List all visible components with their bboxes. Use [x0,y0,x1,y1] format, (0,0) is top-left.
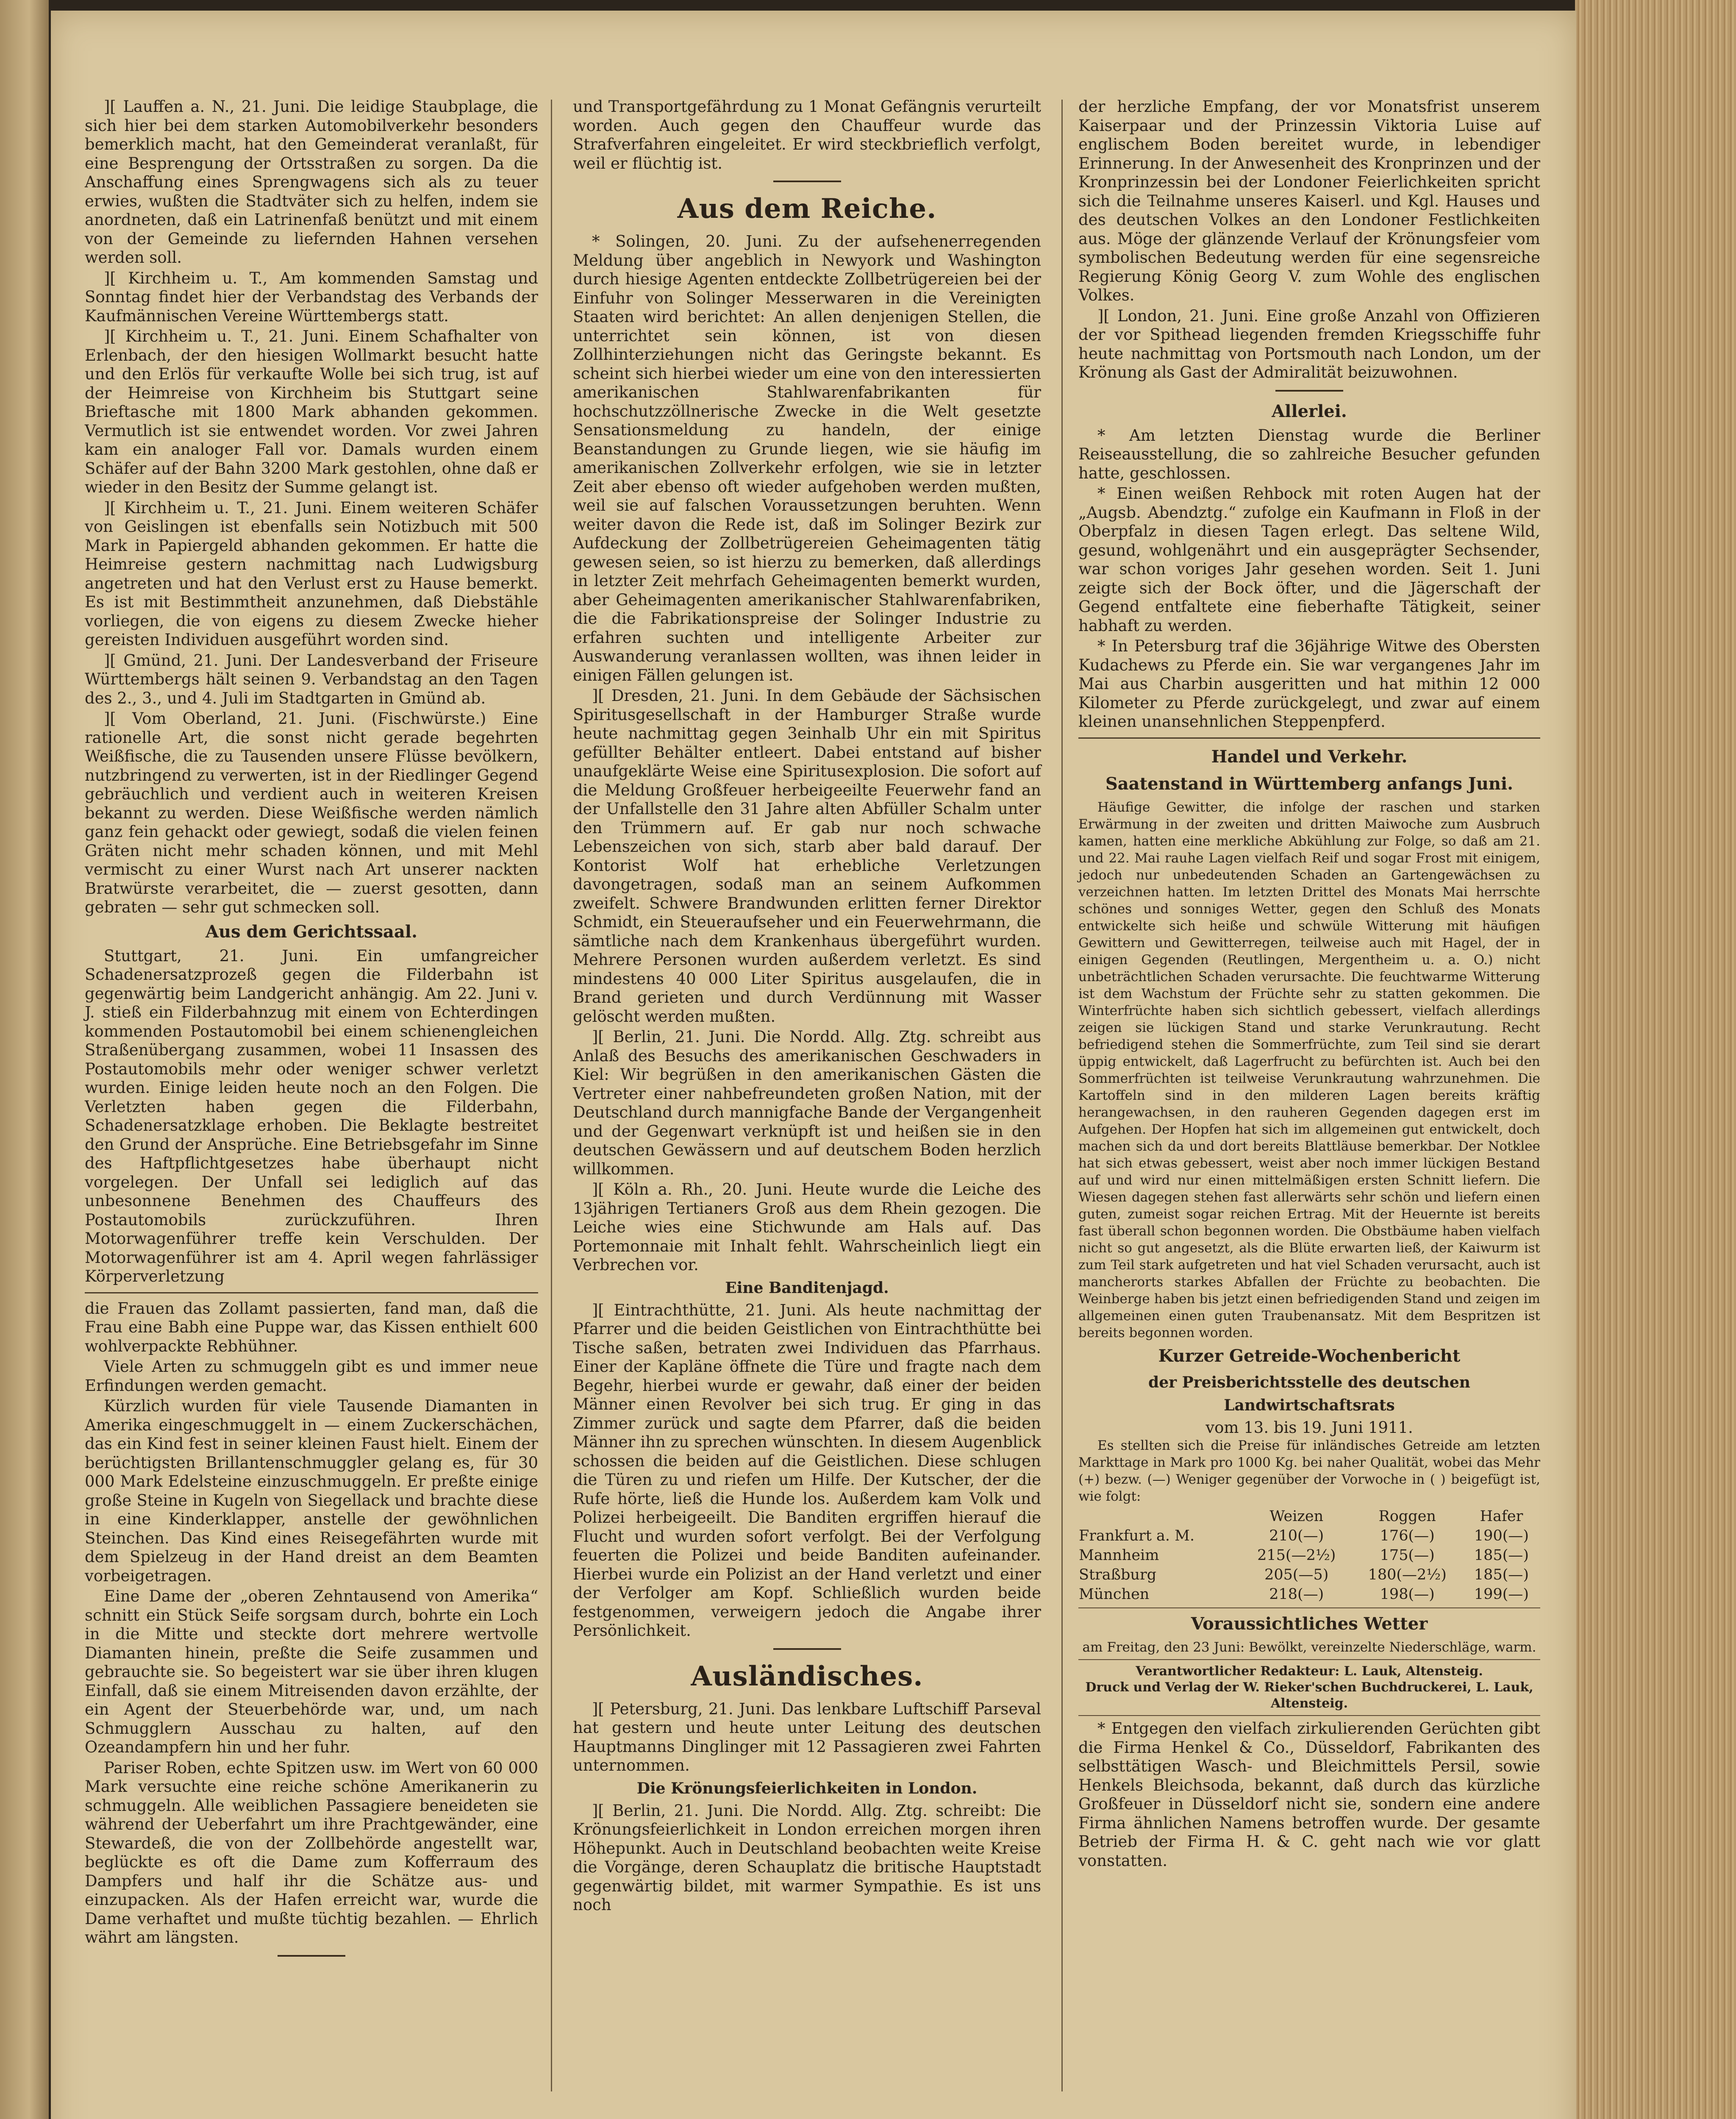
city-cell: Mannheim [1079,1547,1159,1564]
article-continued: und Transportgefährdung zu 1 Monat Gefängnis verurteilt worden. Auch gegen den Chauffeur wurde das Strafverfahren eingeleitet. Er wird steckbrieflich verfolgt, weil er flüchtig ist. [573,97,1041,172]
price-cell: 218(—) [1269,1586,1324,1603]
article-smuggling-1: die Frauen das Zollamt passierten, fand man, daß die Frau eine Babh eine Puppe war, das Kissen enthielt 600 wohlverpackte Rebhühner. [85,1299,538,1355]
heading-saatenstand: Saatenstand in Württemberg anfangs Juni. [1105,773,1514,794]
header-cell: Hafer [1480,1508,1523,1525]
price-cell: 185(—) [1474,1547,1529,1564]
article-henkel: * Entgegen den vielfach zirkulierenden Gerüchten gibt die Firma Henkel & Co., Düsseldorf, Fabrikanten des selbsttätigen Wasch- und Bleichmittels Persil, sowie Henkels Bleichsoda, bekannt, daß durch das kürzliche Großfeuer in Düsseldorf nicht sie, sondern eine andere Firma ähnlichen Namens betroffen wurde. Der gesamte Betrieb der Firma H. & C. geht nach wie vor glatt vonstatten. [1078,1719,1540,1870]
article-stuttgart: Stuttgart, 21. Juni. Ein umfangreicher Schadenersatzprozeß gegen die Filderbahn ist gegenwärtig beim Landgericht anhängig. Am 22. Juni v. J. stieß ein Filderbahnzug mit einem von Echterdingen kommenden Postautomobil bei einem schienengleichen Straßenübergang zusammen, wobei 11 Insassen des Postautomobils mehr oder weniger schwer verletzt wurden. Einige leiden heute noch an den Folgen. Die Verletzten haben gegen die Filderbahn, Schadenersatzklage erhoben. Die Beklagte bestreitet den Grund der Ansprüche. Eine Betriebsgefahr im Sinne des Haftpflichtgesetzes habe überhaupt nicht vorgelegen. Der Unfall sei lediglich auf das unbesonnene Benehmen des Chauffeurs des Postautomobils zurückzuführen. Ihren Motorwagenführer treffe kein Verschulden. Der Motorwagenführer ist am 4. April wegen fahrlässiger Körperverletzung [85,946,538,1285]
heading-wetter: Voraussichtliches Wetter [1191,1614,1428,1634]
city-cell: Frankfurt a. M. [1079,1527,1195,1544]
article-smuggling-2: Viele Arten zu schmuggeln gibt es und immer neue Erfindungen werden gemacht. [85,1357,538,1395]
divider-rule-2 [773,1648,841,1650]
table-row [1078,1526,1540,1546]
article-berlin-2: ][ Berlin, 21. Juni. Die Nordd. Allg. Ztg. schreibt: Die Krönungsfeierlichkeit in London erreichen morgen ihren Höhepunkt. Auch in Deutschland beobachten weite Kreise die Vorgänge, deren Schauplatz die britische Hauptstadt gegenwärtig bildet, mit warmer Sympathie. Es ist uns noch [573,1801,1041,1914]
section-heading-handel: Handel und Verkehr. [1211,746,1408,767]
imprint-publisher: Druck und Verlag der W. Rieker'schen Buchdruckerei, L. Lauk, Altensteig. [1085,1680,1533,1711]
article-rehbock: * Einen weißen Rehbock mit roten Augen hat der „Augsb. Abendztg.“ zufolge ein Kaufmann in Floß in der Oberpfalz in diesen Tagen erlegt. Das seltene Wild, gesund, wohlgenährt und ein ausgeprägter Sechsender, war schon voriges Jahr gesehen worden. Seit 1. Juni zeigte sich der Bock öfter, und die Jägerschaft der Gegend entfaltete eine fieberhafte Tätigkeit, seiner habhaft zu werden. [1078,484,1540,635]
article-berlin-1: ][ Berlin, 21. Juni. Die Nordd. Allg. Ztg. schreibt aus Anlaß des Besuchs des amerikanischen Geschwaders in Kiel: Wir begrüßen in den amerikanischen Gästen die Vertreter einer nahbefreundeten großen Nation, mit der Deutschland durch mannigfache Bande der Vergangenheit und der Gegenwart verknüpft ist und heißen sie in den deutschen Gewässern und auf deutschem Boden herzlich willkommen. [573,1028,1041,1178]
divider-rule-3 [1275,390,1343,392]
price-cell: 180(—2½) [1368,1566,1447,1583]
section-divider [85,1292,538,1293]
price-cell: 190(—) [1474,1527,1529,1544]
imprint-editor: Verantwortlicher Redakteur: L. Lauk, Altensteig. [1136,1664,1483,1679]
section-heading-auslaendisches: Ausländisches. [691,1660,923,1692]
header-cell [1078,1507,1241,1526]
city-cell: München [1079,1586,1150,1603]
column-1 [85,97,538,1964]
article-gmuend: ][ Gmünd, 21. Juni. Der Landesverband der Friseure Württembergs hält seinen 9. Verbandstag an den Tagen des 2., 3., und 4. Juli im Stadtgarten in Gmünd ab. [85,651,538,707]
column-3 [1078,97,1540,1872]
article-lauffen: ][ Lauffen a. N., 21. Juni. Die leidige Staubplage, die sich hier bei dem starken Automobilverkehr besonders bemerklich macht, hat den Gemeinderat veranlaßt, für eine Besprengung der Ortsstraßen zu sorgen. Da die Anschaffung eines Sprengwagens sich als zu teuer erwies, wußten die Stadtväter sich zu helfen, indem sie anordneten, daß ein Latrinenfaß benützt und mit einem von der Gemeinde zu liefernden Hahnen versehen werden soll. [85,97,538,267]
book-spine [0,0,49,2119]
article-petersburg-witwe: * In Petersburg traf die 36jährige Witwe des Obersten Kudachews zu Pferde ein. Sie war vergangenes Jahr im Mai aus Charbin ausgeritten und hat mithin 12 000 Kilometer zu Pferde zurückgelegt, und zwar auf einem kleinen unansehnlichen Steppenpferd. [1078,637,1540,731]
price-cell: 205(—5) [1264,1566,1329,1583]
divider-light [1078,1607,1540,1608]
article-petersburg: ][ Petersburg, 21. Juni. Das lenkbare Luftschiff Parseval hat gestern und heute unter Leitung des deutschen Hauptmanns Dinglinger mit 12 Passagieren zwei Fahrten unternommen. [573,1699,1041,1774]
price-cell: 210(—) [1269,1527,1324,1544]
divider-light-3 [1078,1715,1540,1716]
price-cell: 176(—) [1380,1527,1435,1544]
article-smuggling-3: Kürzlich wurden für viele Tausende Diamanten in Amerika eingeschmuggelt in — einem Zuckerschächen, das ein Kind fest in seiner kleinen Faust hielt. Einem der berüchtigsten Brillantenschmuggler gelang es, für 30 000 Mark Edelsteine einzuschmuggeln. Er preßte einige große Steine in Kugeln von Siegellack und brachte diese in eine Kinderklapper, anstelle der gewöhnlichen Steinchen. Das Kind eines Reisegefährten wurde mit dem Spielzeug in der Hand dreist an dem Beamten vorbeigetragen. [85,1397,538,1585]
price-table-header [1078,1507,1540,1526]
section-heading-gerichtssaal: Aus dem Gerichtssaal. [205,921,418,942]
article-smuggling-4: Eine Dame der „oberen Zehntausend von Amerika“ schnitt ein Stück Seife sorgsam durch, bohrte ein Loch in die Mitte und steckte dort mehrere wertvolle Diamanten hinein, preßte die Seife zusammen und gebrauchte sie. So begeistert war sie über ihren klugen Einfall, daß sie einem Mitreisenden davon erzählte, der ein Agent der Steuerbehörde war, und, um nach Schmugglern Ausschau zu halten, auf den Ozeandampfern hin und her fuhr. [85,1587,538,1756]
section-heading-allerlei: Allerlei. [1272,401,1347,421]
end-rule [278,1955,345,1957]
price-cell: 185(—) [1474,1566,1529,1583]
heading-banditenjagd: Eine Banditenjagd. [725,1279,889,1297]
column-rule-1 [551,100,552,2091]
divider-light-2 [1078,1659,1540,1660]
weather-forecast: am Freitag, den 23 Juni: Bewölkt, vereinzelte Niederschläge, warm. [1082,1640,1536,1655]
header-cell: Roggen [1378,1508,1436,1525]
table-row [1078,1546,1540,1565]
article-kirchheim-3: ][ Kirchheim u. T., 21. Juni. Einem weiteren Schäfer von Geislingen ist ebenfalls sein Notizbuch mit 500 Mark in Papiergeld abhanden gekommen. Er hatte die Heimreise gestern nachmittag nach Ludwigsburg angetreten und hat den Verlust erst zu Hause bemerkt. Es ist mit Bestimmtheit anzunehmen, daß Diebstähle vorliegen, die von eigens zu diesem Zwecke hieher gereisten Individuen ausgeführt worden sind. [85,498,538,649]
article-smuggling-5: Pariser Roben, echte Spitzen usw. im Wert von 60 000 Mark versuchte eine reiche schöne Amerikanerin zu schmuggeln. Alle weiblichen Passagiere beneideten sie während der Ueberfahrt um ihre Prachtgewänder, eine Stewardeß, die von der Zollbehörde angestellt war, beglückte es oft die Dame zum Kofferraum des Dampfers und half ihr die Schätze aus- und einzupacken. Als der Hafen erreicht war, wurde die Dame verhaftet und mußte tüchtig bezahlen. — Ehrlich währt am längsten. [85,1758,538,1947]
table-row [1078,1565,1540,1585]
heading-getreide: Kurzer Getreide-Wochenbericht [1158,1346,1461,1366]
article-eintrachthuette: ][ Eintrachthütte, 21. Juni. Als heute nachmittag der Pfarrer und die beiden Geistlichen von Eintrachthütte bei Tische saßen, betraten zwei Individuen das Pfarrhaus. Einer der Kapläne öffnete die Türe und fragte nach dem Begehr, hierbei wurde er gewahr, daß einer der beiden Männer einen Revolver bei sich trug. Er ging in das Zimmer zurück und sagte dem Pfarrer, daß die beiden Männer ihn zu sprechen wünschten. In diesem Augenblick schossen die beiden auf die Geistlichen. Diese schlugen die Türen zu und riefen um Hilfe. Der Kutscher, der die Rufe hörte, ließ die Hunde los. Außerdem kam Volk und Polizei herbeigeeilt. Die Banditen ergriffen hierauf die Flucht und wurden sofort verfolgt. Bei der Verfolgung feuerten die Polizei und beide Banditen aufeinander. Hierbei wurde ein Polizist an der Hand verletzt und einer der Verfolger am Kopf. Schließlich wurden beide festgenommen, verweigern jedoch die Angabe ihrer Persönlichkeit. [573,1301,1041,1640]
price-cell: 175(—) [1380,1547,1435,1564]
page-edges [1575,0,1736,2119]
section-divider-2 [1078,737,1540,739]
article-london: ][ London, 21. Juni. Eine große Anzahl von Offizieren der vor Spithead liegenden fremden Kriegsschiffe fuhr heute nachmittag von Portsmouth nach London, um der Krönung als Gast der Admiralität beizuwohnen. [1078,306,1540,381]
heading-kroenung: Die Krönungsfeierlichkeiten in London. [636,1779,978,1797]
column-rule-2 [1061,100,1063,2091]
article-kirchheim-1: ][ Kirchheim u. T., Am kommenden Samstag und Sonntag findet hier der Verbandstag des Verbands der Kaufmännischen Vereine Württembergs statt. [85,269,538,325]
article-koeln: ][ Köln a. Rh., 20. Juni. Heute wurde die Leiche des 13jährigen Tertianers Groß aus dem Rhein gezogen. Die Leiche wies eine Stichwunde am Hals auf. Das Portemonnaie mit Inhalt fehlt. Wahrscheinlich liegt ein Verbrechen vor. [573,1180,1041,1274]
heading-preisberichtsstelle: der Preisberichtsstelle des deutschen Landwirtschaftsrats [1148,1373,1470,1414]
article-saatenstand: Häufige Gewitter, die infolge der raschen und starken Erwärmung in der zweiten und dritten Maiwoche zum Ausbruch kamen, hatten eine merkliche Abkühlung zur Folge, so daß am 21. und 22. Mai rauhe Lagen vielfach Reif und sogar Frost mit einigem, jedoch nur unbedeutenden Schaden an Gartengewächsen zu verzeichnen hatten. Im letzten Drittel des Monats Mai herrschte schönes und sonniges Wetter, gegen den Schluß des Monats entwickelte sich heiße und schwüle Witterung mit häufigen Gewittern und Gewitterregen, teilweise auch mit Hagel, der in einigen Gegenden (Reutlingen, Mergentheim u. a. O.) nicht unbeträchtlichen Schaden verursachte. Die feuchtwarme Witterung ist dem Wachstum der Früchte sehr zu statten gekommen. Die Winterfrüchte haben sich sichtlich gebessert, vielfach allerdings zeigen sie lückigen Stand und starke Verunkrautung. Recht befriedigend stehen die Sommerfrüchte, zum Teil sind sie derart üppig entwickelt, daß Lagerfrucht zu befürchten ist. Auch bei den Sommerfrüchten ist teilweise Verunkrautung wahrzunehmen. Die Kartoffeln sind in den milderen Lagen bereits kräftig herangewachsen, in den rauheren Gegenden dagegen erst im Aufgehen. Der Hopfen hat sich im allgemeinen gut entwickelt, doch machen sich da und dort bereits Blattläuse bemerkbar. Der Notklee hat sich etwas gebessert, weist aber noch immer lückigen Bestand auf und wird nur einen mittelmäßigen ersten Schnitt liefern. Die Wiesen dagegen stehen fast allerwärts sehr schön und liefern einen guten, zumeist sogar reichen Ertrag. Mit der Heuernte ist bereits fast überall schon begonnen worden. Die Obstbäume haben vielfach nicht so gut angesetzt, als die Blüte erwarten ließ, der Kaiwurm ist zum Teil stark aufgetreten und hat viel Schaden verursacht, auch ist mancherorts starkes Abfallen der Früchte zu beobachten. Die Weinberge haben bis jetzt einen befriedigenden Stand und zeigen im allgemeinen einen guten Traubenansatz. Mit dem Bespritzen ist bereits begonnen worden. [1078,799,1540,1340]
newspaper-page [51,11,1576,2119]
article-kirchheim-2: ][ Kirchheim u. T., 21. Juni. Einem Schafhalter von Erlenbach, der den hiesigen Wollmarkt besucht hatte und den Erlös für verkaufte Wolle bei sich trug, ist auf der Heimreise von Kirchheim bis Stuttgart seine Brieftasche mit 1800 Mark abhanden gekommen. Vermutlich ist sie entwendet worden. Vor zwei Jahren kam ein analoger Fall vor. Damals wurden einem Schäfer auf der Bahn 3200 Mark gestohlen, ohne daß er wieder in den Besitz der Summe gelangt ist. [85,327,538,496]
price-table [1078,1507,1540,1604]
city-cell: Straßburg [1079,1566,1157,1583]
article-dresden: ][ Dresden, 21. Juni. In dem Gebäude der Sächsischen Spiritusgesellschaft in der Hamburger Straße wurde heute nachmittag gegen 3einhalb Uhr ein mit Spiritus gefüllter Behälter entleert. Dabei entstand auf bisher unaufgeklärte Weise eine Spiritusexplosion. Die sofort auf die Meldung Großfeuer herbeigeeilte Feuerwehr fand an der Unfallstelle den 31 Jahre alten Abfüller Schalm unter den Trümmern auf. Er gab nur noch schwache Lebenszeichen von sich, starb aber bald darauf. Der Kontorist Wolf hat erhebliche Verletzungen davongetragen, sodaß man an seinem Aufkommen zweifelt. Schwere Brandwunden erlitten ferner Direktor Schmidt, ein Steueraufseher und ein Feuerwehrmann, die sämtliche nach dem Krankenhaus übergeführt wurden. Mehrere Personen wurden außerdem verletzt. Es sind mindestens 40 000 Liter Spiritus ausgelaufen, die in Brand gerieten und durch Verdünnung mit Wasser gelöscht werden mußten. [573,687,1041,1026]
article-oberland: ][ Vom Oberland, 21. Juni. (Fischwürste.) Eine rationelle Art, die sonst nicht gerade begehrten Weißfische, die zu Tausenden unsere Flüsse bevölkern, nutzbringend zu verwerten, ist in der Riedlinger Gegend gebräuchlich und verdient auch in weiteren Kreisen bekannt zu werden. Diese Weißfische werden nämlich ganz fein gehackt oder gewiegt, sodaß die vielen feinen Gräten nicht mehr schaden können, und mit Mehl vermischt zu einer Wurst nach Art unserer nackten Bratwürste verarbeitet, die — zuerst gesotten, dann gebraten — sehr gut schmecken soll. [85,709,538,916]
table-row [1078,1585,1540,1604]
header-cell: Weizen [1269,1508,1324,1525]
price-cell: 198(—) [1380,1586,1435,1603]
price-cell: 199(—) [1474,1586,1529,1603]
price-cell: 215(—2½) [1257,1547,1336,1564]
section-heading-reiche: Aus dem Reiche. [677,193,937,225]
heading-date-range: vom 13. bis 19. Juni 1911. [1205,1418,1413,1437]
article-reiseausstellung: * Am letzten Dienstag wurde die Berliner Reiseausstellung, die so zahlreiche Besucher gefunden hatte, geschlossen. [1078,426,1540,482]
article-getreide: Es stellten sich die Preise für inländisches Getreide am letzten Markttage in Mark pro 1000 Kg. bei naher Qualität, wobei das Mehr (+) bezw. (—) Weniger gegenüber der Vorwoche in ( ) beigefügt ist, wie folgt: [1078,1438,1540,1504]
article-solingen: * Solingen, 20. Juni. Zu der aufsehenerregenden Meldung über angeblich in Newyork und Washington durch hiesige Agenten entdeckte Zollbetrügereien bei der Einfuhr von Solinger Messerwaren in die Vereinigten Staaten wird berichtet: An allen denjenigen Stellen, die unterrichtet sein können, ist von diesen Zollhinterziehungen nicht das Geringste bekannt. Es scheint sich hierbei wieder um eine von den interessierten amerikanischen Stahlwarenfabrikanten für hochschutzzöllnerische Zwecke in die Welt gesetzte Sensationsmeldung zu handeln, der einige Beanstandungen zu Grunde liegen, wie sie häufig im amerikanischen Zollverkehr erfolgen, wie sie in letzter Zeit aber ebenso oft wieder aufgehoben werden mußten, weil sie auf falschen Voraussetzungen beruhten. Wenn weiter davon die Rede ist, daß im Solinger Bezirk zur Aufdeckung der Zollbetrügereien Geheimagenten tätig gewesen seien, so ist hierzu zu bemerken, daß allerdings in letzter Zeit mehrfach Geheimagenten bemerkt wurden, aber Geheimagenten amerikanischer Stahlwarenfabriken, die die Fabrikationspreise der Solinger Industrie zu erfahren suchten und intelligente Arbeiter zur Auswanderung veranlassen wollten, was ihnen leider in einigen Fällen gelungen ist. [573,232,1041,684]
divider-rule [773,181,841,182]
column-2 [573,97,1041,1916]
article-kroenung-cont: der herzliche Empfang, der vor Monatsfrist unserem Kaiserpaar und der Prinzessin Viktoria Luise auf englischem Boden bereitet wurde, in lebendiger Erinnerung. In der Anwesenheit des Kronprinzen und der Kronprinzessin bei der Londoner Feierlichkeiten spricht sich die Teilnahme unseres Kaiserl. und Kgl. Hauses und des deutschen Volkes an den Londoner Festlichkeiten aus. Möge der glänzende Verlauf der Krönungsfeier vom symbolischen Bedeutung werden für eine segensreiche Regierung König Georg V. zum Wohle des englischen Volkes. [1078,97,1540,304]
